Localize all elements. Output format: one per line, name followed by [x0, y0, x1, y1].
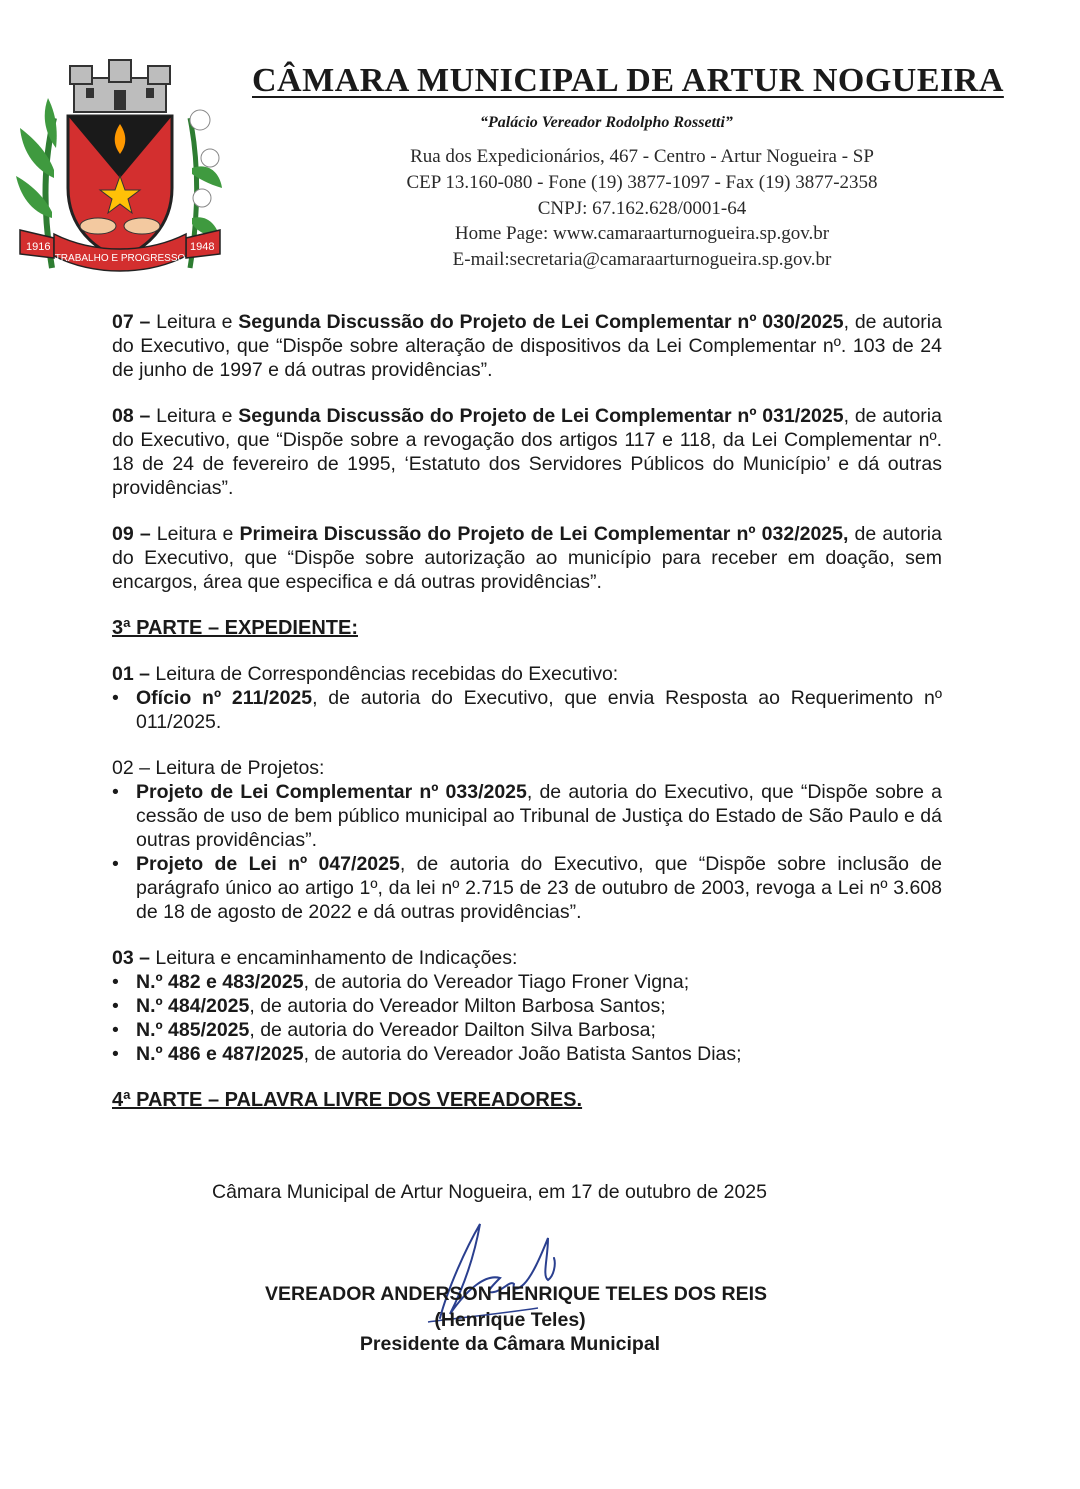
expediente-01: 01 – Leitura de Correspondências recebidas do Executivo: • Ofício nº 211/2025, de autoria do Executivo, que envia Resposta ao Requerimento nº 011/2025.: [112, 663, 942, 733]
closing-date-line: Câmara Municipal de Artur Nogueira, em 17 de outubro de 2025: [212, 1181, 767, 1203]
organization-title: CÂMARA MUNICIPAL DE ARTUR NOGUEIRA: [252, 62, 1004, 99]
expediente-03: 03 – Leitura e encaminhamento de Indicações: • N.º 482 e 483/2025, de autoria do Vereador Tiago Froner Vigna; • N.º 484/2025, de autoria do Vereador Milton Barbosa Santos; • N.º 485/2025, de autoria do Vereador Dailton Silva Barbosa; • N.º 486 e 487/2025, de autoria do Vereador João Batista Santos Dias;: [112, 946, 942, 1066]
bullet-icon: •: [112, 971, 119, 993]
part4-heading: 4ª PARTE – PALAVRA LIVRE DOS VEREADORES.: [112, 1089, 583, 1111]
organization-subtitle: “Palácio Vereador Rodolpho Rossetti”: [480, 114, 733, 131]
expediente-02: 02 – Leitura de Projetos: • Projeto de Lei Complementar nº 033/2025, de autoria do Executivo, que “Dispõe sobre a cessão de uso de bem público municipal ao Tribunal de Justiça do Estado de São Paulo e dá outras providências”. • Projeto de Lei nº 047/2025, de autoria do Executivo, que “Dispõe sobre inclusão de parágrafo único ao artigo 1º, da lei nº 2.715 de 23 de outubro de 2003, revoga a Lei nº 3.608 de 18 de agosto de 2022 e dá outras providências”.: [112, 757, 942, 923]
signer-role: Presidente da Câmara Municipal: [359, 1333, 661, 1355]
bullet-icon: •: [112, 853, 119, 875]
agenda-item-09: 09 – Leitura e Primeira Discussão do Projeto de Lei Complementar nº 032/2025, de autoria do Executivo, que “Dispõe sobre autorização ao município para receber em doação, sem encargos, área que especifica e dá outras providências”.: [112, 523, 942, 593]
bullet-icon: •: [112, 995, 119, 1017]
signer-name: VEREADOR ANDERSON HENRIQUE TELES DOS REIS: [264, 1283, 767, 1305]
municipal-crest-logo: [14, 58, 226, 278]
contact-line: CEP 13.160-080 - Fone (19) 3877-1097 - Fax (19) 3877-2358: [406, 172, 878, 193]
list-item: • Ofício nº 211/2025, de autoria do Executivo, que envia Resposta ao Requerimento nº 011/2025.: [112, 687, 942, 733]
crest-year-left: 1916: [26, 241, 51, 253]
list-item: • N.º 482 e 483/2025, de autoria do Vereador Tiago Froner Vigna;: [112, 971, 690, 993]
agenda-body: [112, 310, 942, 1134]
bullet-icon: •: [112, 1019, 119, 1041]
list-item: • Projeto de Lei Complementar nº 033/2025, de autoria do Executivo, que “Dispõe sobre a cessão de uso de bem público municipal ao Tribunal de Justiça do Estado de São Paulo e dá outras providências”.: [112, 781, 942, 851]
cnpj-line: CNPJ: 67.162.628/0001-64: [537, 198, 747, 219]
crest-motto: TRABALHO E PROGRESSO: [54, 253, 186, 264]
address-line: Rua dos Expedicionários, 467 - Centro - Artur Nogueira - SP: [410, 146, 874, 167]
part3-heading: 3ª PARTE – EXPEDIENTE:: [112, 617, 358, 639]
homepage-line: Home Page: www.camaraarturnogueira.sp.gov.br: [454, 223, 830, 244]
agenda-item-08: 08 – Leitura e Segunda Discussão do Projeto de Lei Complementar nº 031/2025, de autoria do Executivo, que “Dispõe sobre a revogação dos artigos 117 e 118, da Lei Complementar nº. 18 de 24 de fevereiro de 1995, ‘Estatuto dos Servidores Públicos do Município’ e dá outras providências”.: [112, 405, 942, 499]
list-item: • N.º 484/2025, de autoria do Vereador Milton Barbosa Santos;: [112, 995, 666, 1017]
list-item: • N.º 486 e 487/2025, de autoria do Vereador João Batista Santos Dias;: [112, 1043, 742, 1065]
crest-year-right: 1948: [190, 241, 215, 253]
list-item: • N.º 485/2025, de autoria do Vereador Dailton Silva Barbosa;: [112, 1019, 656, 1041]
bullet-icon: •: [112, 781, 119, 803]
email-line: E-mail:secretaria@camaraarturnogueira.sp.gov.br: [452, 249, 832, 270]
bullet-icon: •: [112, 1043, 119, 1065]
signer-nickname: (Henrique Teles): [434, 1309, 586, 1331]
list-item: • Projeto de Lei nº 047/2025, de autoria do Executivo, que “Dispõe sobre inclusão de parágrafo único ao artigo 1º, da lei nº 2.715 de 23 de outubro de 2003, revoga a Lei nº 3.608 de 18 de agosto de 2022 e dá outras providências”.: [112, 853, 942, 923]
bullet-icon: •: [112, 687, 119, 709]
agenda-item-07: 07 – Leitura e Segunda Discussão do Projeto de Lei Complementar nº 030/2025, de autoria do Executivo, que “Dispõe sobre alteração de dispositivos da Lei Complementar nº. 103 de 24 de junho de 1997 e dá outras providências”.: [112, 311, 942, 381]
